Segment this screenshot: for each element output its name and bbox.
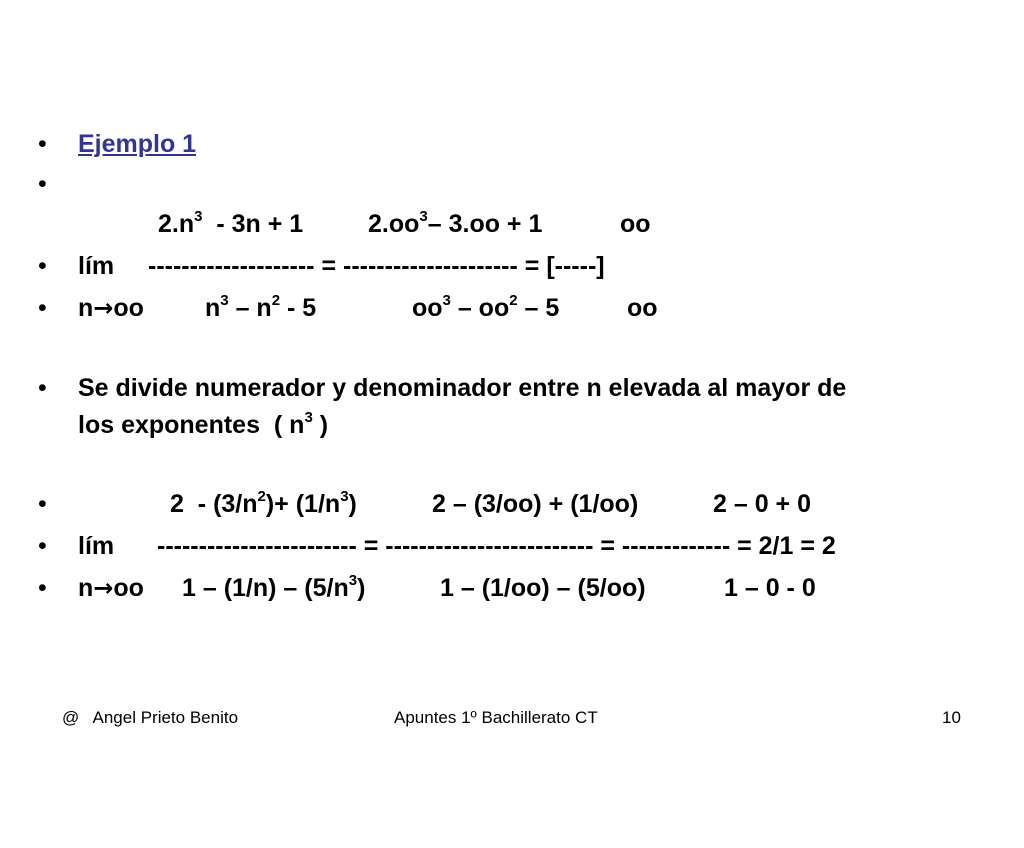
bullet: • xyxy=(38,170,47,198)
numerator-result: oo xyxy=(620,210,651,238)
limit-subscript: n→oo xyxy=(78,574,144,602)
limit1-lim-row xyxy=(0,246,1024,286)
bullet: • xyxy=(38,574,47,602)
limit2-denominator-row xyxy=(0,568,1024,608)
denominator-expression: $n^3 - n^2 - 5$ xyxy=(205,291,317,322)
numerator-expression: $2 - (3/n^2)+ (1/n^3)$ xyxy=(170,487,357,518)
title-row xyxy=(0,124,1024,164)
denominator-result: oo xyxy=(627,294,658,322)
fraction-lines: ------------------------ = ------------------------- = ------------- = 2/1 = 2 xyxy=(157,532,836,560)
bullet: • xyxy=(38,374,47,402)
example-title-link[interactable]: Ejemplo 1 xyxy=(78,130,197,158)
lim-label: lím xyxy=(78,532,115,560)
limit2-numerator-row xyxy=(0,484,1024,524)
bullet: • xyxy=(38,490,47,518)
fraction-lines: -------------------- = --------------------- = [-----] xyxy=(148,252,605,280)
right-arrow-icon: → xyxy=(93,294,114,322)
footer-author: @ Angel Prieto Benito xyxy=(62,708,239,727)
denominator-expression: $1 - (1/n) - (5/n^3)$ xyxy=(182,571,366,602)
denominator-result: 1 – 0 - 0 xyxy=(724,574,816,602)
numerator-substituted: $2.oo^3-$ 3.oo + 1 xyxy=(368,207,543,238)
numerator-result: 2 – 0 + 0 xyxy=(713,490,811,518)
explanation-text: Se divide numerador y denominador entre n elevada al mayor de xyxy=(78,374,847,402)
explanation-row-1 xyxy=(0,368,1024,408)
numerator-substituted: 2 – (3/oo) + (1/oo) xyxy=(432,490,639,518)
denominator-substituted: 1 – (1/oo) – (5/oo) xyxy=(440,574,646,602)
footer-course: Apuntes 1º Bachillerato CT xyxy=(394,708,598,727)
explanation-row-2 xyxy=(0,405,1024,445)
right-arrow-icon: → xyxy=(93,574,114,602)
footer-page-number: 10 xyxy=(942,708,961,727)
limit2-lim-row xyxy=(0,526,1024,566)
bullet: • xyxy=(38,252,47,280)
empty-bullet-row xyxy=(0,164,1024,204)
numerator-expression: $2.n^3 - 3n + 1$ xyxy=(158,207,304,238)
limit-subscript: n→oo xyxy=(78,294,144,322)
lim-label: lím xyxy=(78,252,115,280)
bullet: • xyxy=(38,130,47,158)
denominator-substituted: $oo^3 - oo^2 - 5$ xyxy=(412,291,560,322)
limit1-numerator-row xyxy=(0,204,1024,244)
bullet: • xyxy=(38,532,47,560)
bullet: • xyxy=(38,294,47,322)
limit1-denominator-row xyxy=(0,288,1024,328)
explanation-text-cont: los exponentes ( $n^3$ ) xyxy=(78,408,329,439)
